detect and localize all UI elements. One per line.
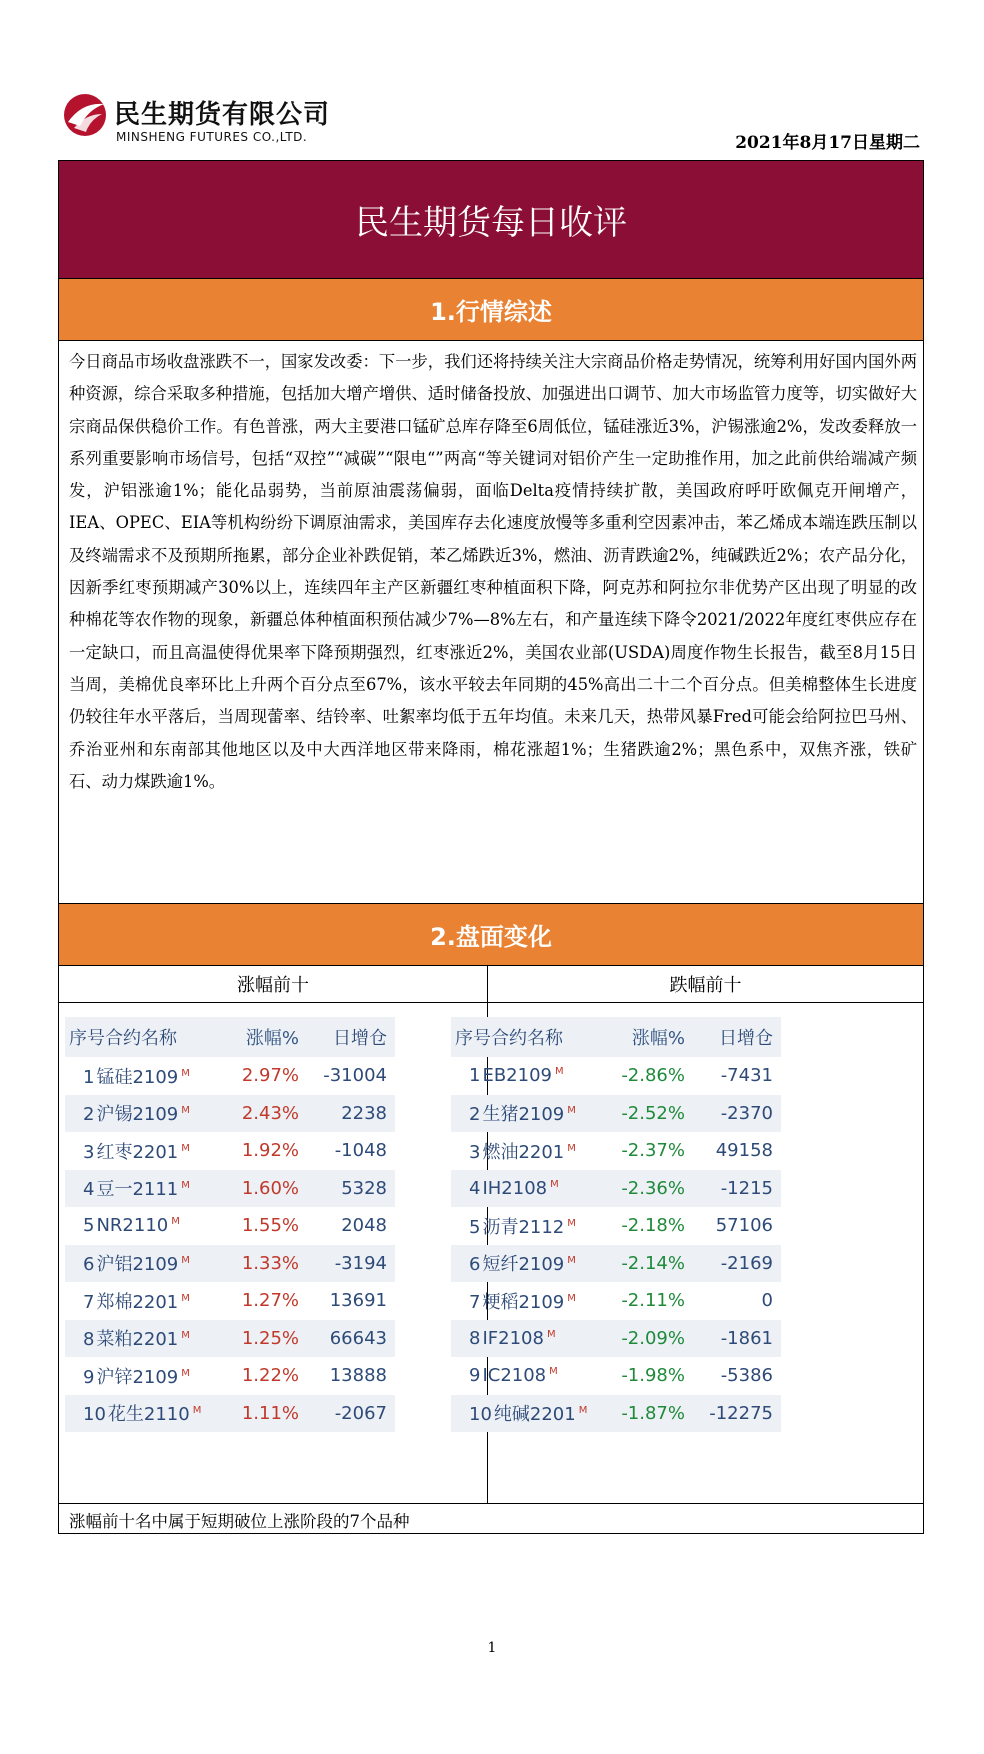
table-row [65, 1207, 395, 1245]
rank: 7 [469, 1291, 481, 1313]
main-contract-marker: M [549, 1366, 558, 1378]
header-oi: 日增仓 [333, 1028, 387, 1049]
gainers-table-header [65, 1017, 395, 1057]
contract-name: IF2108 [482, 1327, 544, 1349]
open-interest-change: -31004 [323, 1065, 387, 1087]
open-interest-change: -2169 [720, 1252, 773, 1274]
open-interest-change: -2067 [334, 1402, 387, 1424]
table-row [65, 1282, 395, 1320]
open-interest-change: 2048 [341, 1215, 387, 1237]
contract-cell [65, 1215, 215, 1236]
gainers-title: 涨幅前十 [59, 966, 487, 1003]
rank: 10 [469, 1404, 492, 1426]
main-contract-marker: M [567, 1217, 576, 1229]
table-row [65, 1357, 395, 1395]
pct-change: 2.43% [241, 1102, 299, 1124]
contract-name: 沪锡2109 [96, 1104, 179, 1126]
table-row [451, 1320, 781, 1358]
table-row [451, 1095, 781, 1133]
contract-cell [451, 1138, 601, 1164]
main-contract-marker: M [181, 1180, 190, 1192]
contract-name: 短纤2109 [482, 1254, 565, 1276]
contract-cell [65, 1175, 215, 1201]
rank: 3 [469, 1141, 481, 1163]
main-contract-marker: M [567, 1105, 576, 1117]
contract-cell [451, 1178, 601, 1199]
contract-name: EB2109 [482, 1065, 552, 1087]
table-row [65, 1132, 395, 1170]
contract-cell [451, 1365, 601, 1386]
open-interest-change: -3194 [334, 1252, 387, 1274]
section-overview-title: 1.行情综述 [59, 278, 923, 341]
contract-cell [451, 1065, 601, 1086]
open-interest-change: 13691 [329, 1290, 387, 1312]
losers-table [451, 1017, 781, 1432]
rank: 2 [83, 1104, 95, 1126]
table-row [451, 1245, 781, 1283]
header-contract: 序号合约名称 [69, 1028, 177, 1049]
contract-name: 粳稻2109 [482, 1291, 565, 1313]
table-row [451, 1395, 781, 1433]
pct-change: -1.98% [621, 1365, 685, 1387]
table-row [451, 1282, 781, 1320]
open-interest-change: 0 [761, 1290, 773, 1312]
open-interest-change: 57106 [715, 1215, 773, 1237]
main-contract-marker: M [181, 1367, 190, 1379]
rank: 9 [83, 1366, 95, 1388]
open-interest-change: -2370 [720, 1102, 773, 1124]
header-oi: 日增仓 [719, 1028, 773, 1049]
company-name-en: MINSHENG FUTURES CO.,LTD. [116, 130, 308, 144]
pct-change: 1.11% [241, 1402, 299, 1424]
contract-name: 豆一2111 [96, 1179, 179, 1201]
losers-title: 跌幅前十 [488, 966, 923, 1003]
contract-name: NR2110 [96, 1215, 169, 1237]
open-interest-change: -5386 [720, 1365, 773, 1387]
table-row [65, 1057, 395, 1095]
open-interest-change: -1048 [334, 1140, 387, 1162]
losers-table-header [451, 1017, 781, 1057]
contract-name: 花生2110 [107, 1404, 190, 1426]
pct-change: 1.55% [241, 1215, 299, 1237]
table-row [65, 1170, 395, 1208]
open-interest-change: 66643 [329, 1327, 387, 1349]
pct-change: -2.14% [621, 1252, 685, 1274]
contract-cell [451, 1288, 601, 1314]
contract-cell [65, 1063, 215, 1089]
main-contract-marker: M [181, 1142, 190, 1154]
main-contract-marker: M [546, 1328, 556, 1340]
main-contract-marker: M [554, 1066, 564, 1078]
main-contract-marker: M [171, 1216, 180, 1228]
minsheng-logo-icon [62, 92, 108, 138]
main-contract-marker: M [567, 1255, 576, 1267]
main-contract-marker: M [567, 1142, 576, 1154]
pct-change: -2.52% [621, 1102, 685, 1124]
pct-change: -2.09% [621, 1327, 685, 1349]
pct-change: -1.87% [621, 1402, 685, 1424]
contract-cell [65, 1400, 215, 1426]
pct-change: -2.36% [621, 1177, 685, 1199]
contract-cell [451, 1250, 601, 1276]
pct-change: 1.33% [241, 1252, 299, 1274]
section-market-changes-title: 2.盘面变化 [59, 903, 923, 966]
table-row [451, 1170, 781, 1208]
open-interest-change: 49158 [715, 1140, 773, 1162]
pct-change: 1.60% [241, 1177, 299, 1199]
pct-change: 2.97% [241, 1065, 299, 1087]
contract-cell [65, 1288, 215, 1314]
header-contract: 序号合约名称 [455, 1028, 563, 1049]
page-number: 1 [487, 1640, 497, 1656]
contract-cell [451, 1400, 601, 1426]
report-frame [58, 160, 924, 1534]
main-contract-marker: M [181, 1292, 190, 1304]
report-date: 2021年8月17日星期二 [735, 133, 920, 153]
rank: 5 [83, 1215, 95, 1237]
contract-name: 沪铝2109 [96, 1254, 179, 1276]
table-row [451, 1357, 781, 1395]
main-contract-marker: M [181, 1330, 190, 1342]
pct-change: 1.22% [241, 1365, 299, 1387]
open-interest-change: 5328 [341, 1177, 387, 1199]
pct-change: 1.27% [241, 1290, 299, 1312]
contract-cell [65, 1138, 215, 1164]
contract-name: 菜粕2201 [96, 1329, 179, 1351]
company-name-cn: 民生期货有限公司 [114, 100, 331, 130]
company-logo [62, 88, 362, 152]
open-interest-change: -7431 [720, 1065, 773, 1087]
contract-name: 郑棉2201 [96, 1291, 179, 1313]
contract-cell [65, 1250, 215, 1276]
table-footnote: 涨幅前十名中属于短期破位上涨阶段的7个品种 [59, 1503, 923, 1535]
contract-name: 红枣2201 [96, 1141, 179, 1163]
pct-change: 1.25% [241, 1327, 299, 1349]
market-overview-text: 今日商品市场收盘涨跌不一，国家发改委：下一步，我们还将持续关注大宗商品价格走势情况，统筹利用好国内国外两种资源，综合采取多种措施，包括加大增产增供、适时储备投放、加强进出口调节、加大市场监管力度等，切实做好大宗商品保供稳价工作。有色普涨，两大主要港口锰矿总库存降至6周低位，锰硅涨近3%，沪锡涨逾2%，发改委释放一系列重要影响市场信号，包括“双控”“减碳”“限电“”两高“等关键词对铝价产生一定助推作用，加之此前供给端减产频发，沪铝涨逾1%；能化品弱势，当前原油震荡偏弱，面临Delta疫情持续扩散，美国政府呼吁欧佩克开闸增产，IEA、OPEC、EIA等机构纷纷下调原油需求，美国库存去化速度放慢等多重利空因素冲击，苯乙烯成本端连跌压制以及终端需求不及预期所拖累，部分企业补跌促销，苯乙烯跌近3%，燃油、沥青跌逾2%，纯碱跌近2%；农产品分化，因新季红枣预期减产30%以上，连续四年主产区新疆红枣种植面积下降，阿克苏和阿拉尔非优势产区出现了明显的改种棉花等农作物的现象，新疆总体种植面积预估减少7%—8%左右，和产量连续下降令2021/2022年度红枣供应存在一定缺口，而且高温使得优果率下降预期强烈，红枣涨近2%，美国农业部(USDA)周度作物生长报告，截至8月15日当周，美棉优良率环比上升两个百分点至67%，该水平较去年同期的45%高出二十二个百分点。但美棉整体生长进度仍较往年水平落后，当周现蕾率、结铃率、吐絮率均低于五年均值。未来几天，热带风暴Fred可能会给阿拉巴马州、乔治亚州和东南部其他地区以及中大西洋地区带来降雨，棉花涨超1%；生猪跌逾2%；黑色系中，双焦齐涨，铁矿石、动力煤跌逾1%。 [69, 352, 917, 791]
contract-name: IH2108 [482, 1177, 548, 1199]
table-row [65, 1320, 395, 1358]
contract-cell [451, 1213, 601, 1239]
pct-change: -2.86% [621, 1065, 685, 1087]
contract-name: 锰硅2109 [96, 1066, 179, 1088]
rank: 8 [83, 1329, 95, 1351]
contract-cell [65, 1325, 215, 1351]
contract-name: 纯碱2201 [493, 1404, 576, 1426]
contract-name: 沥青2112 [482, 1216, 565, 1238]
pct-change: -2.37% [621, 1140, 685, 1162]
contract-cell [65, 1100, 215, 1126]
rank: 10 [83, 1404, 106, 1426]
main-contract-marker: M [567, 1292, 576, 1304]
contract-name: 燃油2201 [482, 1141, 565, 1163]
table-row [451, 1207, 781, 1245]
contract-cell [65, 1363, 215, 1389]
open-interest-change: -12275 [709, 1402, 773, 1424]
contract-name: 沪锌2109 [96, 1366, 179, 1388]
main-contract-marker: M [578, 1405, 588, 1417]
rank: 6 [469, 1254, 481, 1276]
table-row [65, 1395, 395, 1433]
pct-change: -2.11% [621, 1290, 685, 1312]
pct-change: -2.18% [621, 1215, 685, 1237]
main-contract-marker: M [181, 1105, 190, 1117]
table-row [451, 1132, 781, 1170]
main-contract-marker: M [192, 1405, 202, 1417]
table-row [451, 1057, 781, 1095]
rank: 4 [83, 1179, 95, 1201]
rank: 5 [469, 1216, 481, 1238]
rank: 8 [469, 1327, 481, 1349]
table-row [65, 1245, 395, 1283]
contract-name: 生猪2109 [482, 1104, 565, 1126]
main-contract-marker: M [181, 1255, 190, 1267]
gainers-table [65, 1017, 395, 1432]
contract-name: IC2108 [482, 1365, 547, 1387]
report-title: 民生期货每日收评 [59, 161, 923, 278]
header-pct: 涨幅% [245, 1028, 299, 1049]
rank: 6 [83, 1254, 95, 1276]
rank: 2 [469, 1104, 481, 1126]
table-row [65, 1095, 395, 1133]
main-contract-marker: M [550, 1178, 559, 1190]
open-interest-change: 13888 [329, 1365, 387, 1387]
header-pct: 涨幅% [631, 1028, 685, 1049]
contract-cell [451, 1100, 601, 1126]
rank: 3 [83, 1141, 95, 1163]
main-contract-marker: M [181, 1067, 190, 1079]
rank: 1 [83, 1066, 95, 1088]
pct-change: 1.92% [241, 1140, 299, 1162]
rank: 4 [469, 1177, 481, 1199]
open-interest-change: 2238 [341, 1102, 387, 1124]
open-interest-change: -1861 [720, 1327, 773, 1349]
contract-cell [451, 1328, 601, 1349]
rank: 9 [469, 1365, 481, 1387]
rank: 1 [469, 1065, 481, 1087]
open-interest-change: -1215 [720, 1177, 773, 1199]
rank: 7 [83, 1291, 95, 1313]
